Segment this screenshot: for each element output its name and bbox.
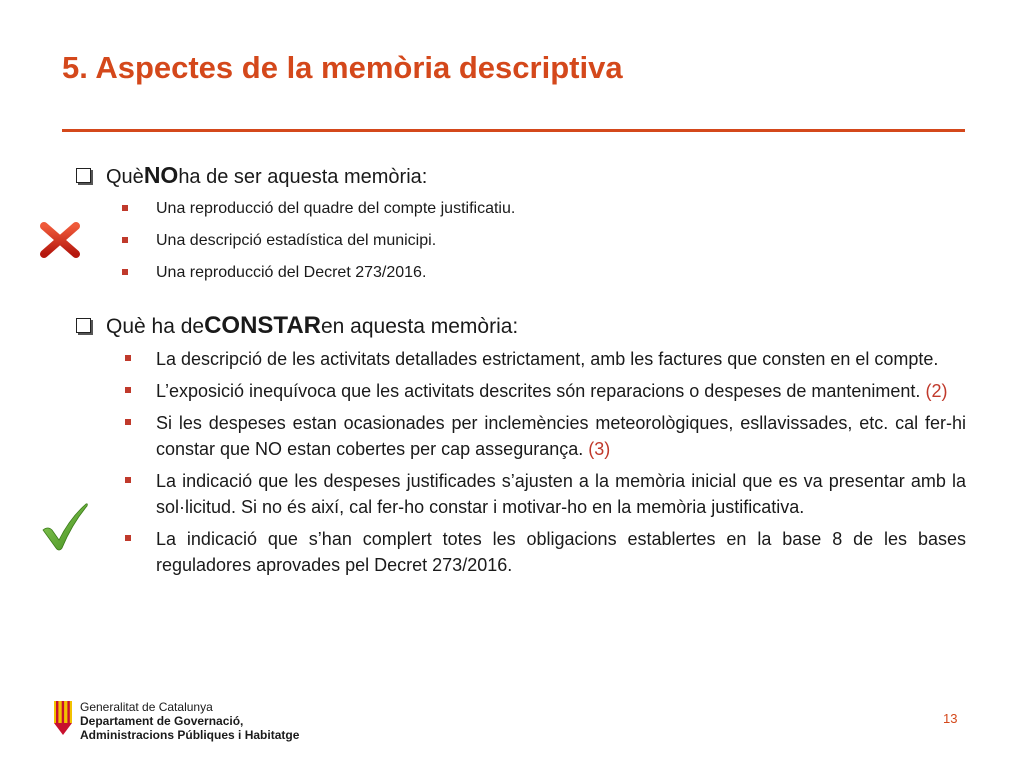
must-list-item bbox=[156, 410, 966, 462]
page-number: 13 bbox=[943, 711, 958, 726]
square-bullet-icon bbox=[122, 237, 128, 243]
section-must-heading bbox=[76, 312, 518, 340]
footer-organization bbox=[80, 700, 299, 742]
footer-line-1: Generalitat de Catalunya bbox=[80, 700, 213, 714]
not-list-item-text: Una reproducció del Decret 273/2016. bbox=[156, 264, 427, 281]
must-list-item bbox=[156, 378, 966, 404]
must-list-item-text: Si les despeses estan ocasionades per inclemències meteorològiques, esllavissades, etc. cal fer-hi constar que NO estan cobertes per cap assegurança. bbox=[156, 413, 966, 459]
section-not-suffix: ha de ser aquesta memòria: bbox=[178, 166, 428, 188]
square-bullet-icon bbox=[122, 269, 128, 275]
must-list-item bbox=[156, 526, 966, 578]
square-bullet-icon bbox=[125, 477, 131, 483]
title-underline bbox=[62, 129, 965, 132]
footer-line-2: Departament de Governació, bbox=[80, 714, 244, 728]
green-check-icon bbox=[40, 500, 90, 552]
square-bullet-icon bbox=[125, 355, 131, 361]
square-bullet-icon bbox=[122, 205, 128, 211]
must-list-item-text: La descripció de les activitats detallades estrictament, amb les factures que consten en el compte. bbox=[156, 349, 939, 369]
must-list-item-text: L’exposició inequívoca que les activitats descrites són reparacions o despeses de manteniment. bbox=[156, 381, 926, 401]
not-list-item-text: Una descripció estadística del municipi. bbox=[156, 232, 437, 249]
not-list-item bbox=[156, 199, 515, 231]
checkbox-bullet-icon bbox=[76, 168, 91, 183]
not-list-item bbox=[156, 263, 515, 295]
section-must-emphasis: CONSTAR bbox=[204, 312, 321, 339]
section-must-prefix: Què ha de bbox=[106, 315, 205, 338]
not-list-item-text: Una reproducció del quadre del compte justificatiu. bbox=[156, 200, 516, 217]
checkbox-bullet-icon bbox=[76, 318, 91, 333]
section-not-emphasis: NO bbox=[143, 162, 179, 188]
footnote-ref: (3) bbox=[588, 439, 611, 459]
section-not-heading bbox=[76, 162, 427, 189]
not-list-item bbox=[156, 231, 515, 263]
red-x-icon bbox=[40, 222, 80, 258]
must-list bbox=[156, 346, 966, 584]
footer-line-3: Administracions Públiques i Habitatge bbox=[80, 728, 300, 742]
must-list-item bbox=[156, 346, 966, 372]
slide-title: 5. Aspectes de la memòria descriptiva bbox=[62, 50, 623, 85]
footnote-ref: (2) bbox=[925, 381, 948, 401]
must-list-item-text: La indicació que s’han complert totes les obligacions establertes en la base 8 de les bases reguladores aprovades pel Decret 273/2016. bbox=[156, 529, 966, 575]
generalitat-logo bbox=[54, 701, 72, 735]
not-list bbox=[156, 199, 515, 295]
section-not-prefix: Què bbox=[106, 166, 144, 188]
must-list-item-text: La indicació que les despeses justificades s’ajusten a la memòria inicial que es va presentar amb la sol·licitud. Si no és així, cal fer-ho constar i motivar-ho en la memòria justificativa. bbox=[156, 471, 966, 517]
square-bullet-icon bbox=[125, 387, 131, 393]
square-bullet-icon bbox=[125, 419, 131, 425]
square-bullet-icon bbox=[125, 535, 131, 541]
must-list-item bbox=[156, 468, 966, 520]
section-must-suffix: en aquesta memòria: bbox=[320, 315, 519, 338]
